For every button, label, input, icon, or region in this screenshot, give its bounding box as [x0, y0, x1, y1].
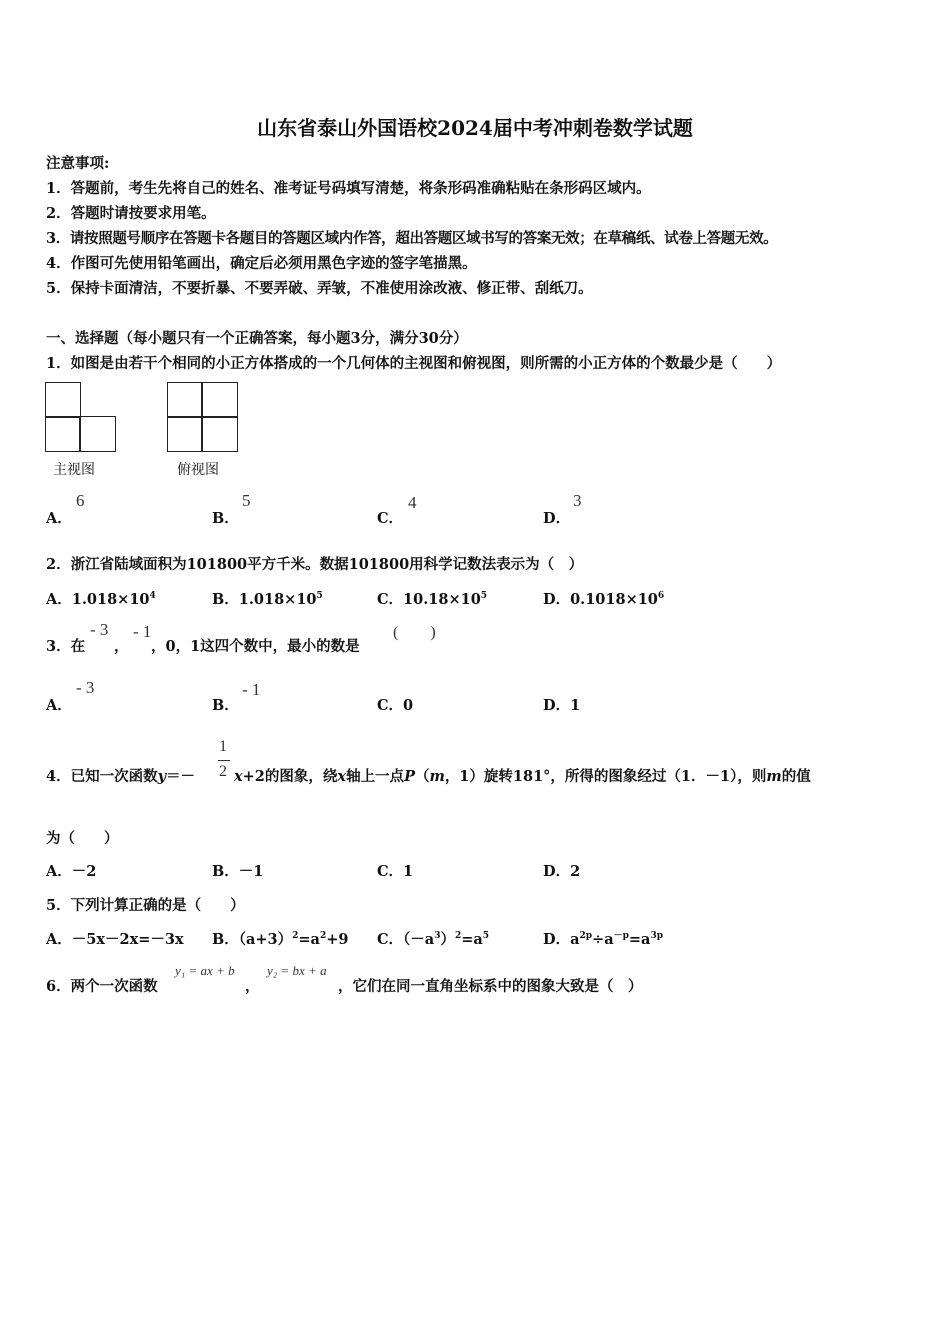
- grid-cell: [167, 382, 203, 418]
- note-item: 2．答题时请按要求用笔。: [46, 205, 216, 222]
- option-a-label: A．: [46, 510, 72, 527]
- option-a: A．－5x－2x=－3x: [46, 931, 184, 948]
- grid-cell: [201, 382, 238, 418]
- option-b-value: - 1: [242, 680, 261, 699]
- note-item: 5．保持卡面清洁，不要折暴、不要弄破、弄皱，不准使用涂改液、修正带、刮纸刀。: [46, 280, 593, 297]
- option-c-value: 4: [408, 493, 417, 512]
- question-3-prefix: 3．在: [46, 638, 86, 655]
- notes-heading: 注意事项:: [46, 155, 110, 172]
- option-a: A．－2: [46, 863, 97, 880]
- section-heading: 一、选择题（每小题只有一个正确答案，每小题3分，满分30分）: [46, 330, 468, 347]
- comma: ，: [245, 978, 260, 995]
- fraction-numerator: 1: [219, 738, 227, 755]
- option-d: D．$0.1018\times 10^6$: [543, 591, 665, 608]
- top-view-label: 俯视图: [177, 462, 219, 478]
- option-c: C．$10.18\times 10^5$: [377, 591, 488, 608]
- question-4-line1-rest: x+2的图象，绕x轴上一点P（m，1）旋转181°，所得的图象经过（1．－1），则m的值: [234, 768, 811, 785]
- grid-cell: [201, 416, 238, 452]
- number-neg-1: - 1: [133, 622, 152, 641]
- answer-paren: ( ): [393, 624, 436, 641]
- option-c: C．0: [377, 697, 414, 714]
- question-1-text: 1．如图是由若干个相同的小正方体搭成的一个几何体的主视图和俯视图，则所需的小正方体的个数最少是（ ）: [46, 355, 782, 372]
- question-6-rest: ，它们在同一直角坐标系中的图象大致是（ ）: [338, 978, 643, 995]
- question-3-rest: ，0，1这四个数中，最小的数是: [151, 638, 360, 655]
- option-d-label: D．: [543, 510, 571, 527]
- question-4-line2: 为（ ）: [46, 830, 119, 847]
- note-item: 3．请按照题号顺序在答题卡各题目的答题区域内作答，超出答题区域书写的答案无效；在草稿纸、试卷上答题无效。: [46, 230, 778, 247]
- option-d-value: 3: [573, 491, 582, 510]
- grid-cell: [45, 416, 81, 452]
- note-item: 4．作图可先使用铅笔画出，确定后必须用黑色字迹的签字笔描黑。: [46, 255, 477, 272]
- option-b: B．$1.018\times 10^5$: [212, 591, 323, 608]
- note-item: 1．答题前，考生先将自己的姓名、准考证号码填写清楚，将条形码准确粘贴在条形码区域内。: [46, 180, 651, 197]
- option-a-label: A．: [46, 697, 72, 714]
- option-a: A．$1.018\times 10^4$: [46, 591, 156, 608]
- option-b-value: 5: [242, 491, 251, 510]
- question-4-line1: 4．已知一次函数y＝－: [46, 768, 196, 785]
- grid-cell: [79, 416, 116, 452]
- option-d: D．1: [543, 697, 581, 714]
- option-c: C．$(-a^3)^2=a^5$: [377, 931, 490, 948]
- function-y1: y₁ = ax + b: [175, 963, 235, 978]
- option-a-value: - 3: [76, 678, 95, 697]
- question-2-text: 2．浙江省陆域面积为101800平方千米。数据101800用科学记数法表示为（ ）: [46, 556, 584, 573]
- option-b-label: B．: [212, 510, 239, 527]
- option-c-label: C．: [377, 510, 404, 527]
- comma: ，: [114, 638, 129, 655]
- option-c: C．1: [377, 863, 414, 880]
- grid-cell: [167, 416, 203, 452]
- option-b: B．$(a+3)^2=a^2+9$: [212, 931, 349, 948]
- fraction-bar: [218, 760, 230, 761]
- option-b: B．－1: [212, 863, 264, 880]
- front-view-label: 主视图: [53, 462, 95, 478]
- fraction-denominator: 2: [219, 763, 227, 780]
- option-d: D．2: [543, 863, 581, 880]
- option-d: D．$a^{2p}\div a^{-p}=a^{3p}$: [543, 931, 663, 948]
- function-y2: y₂ = bx + a: [267, 963, 327, 978]
- question-6-prefix: 6．两个一次函数: [46, 978, 158, 995]
- exam-title: 山东省泰山外国语校2024届中考冲刺卷数学试题: [257, 116, 693, 140]
- option-b-label: B．: [212, 697, 239, 714]
- option-a-value: 6: [76, 491, 85, 510]
- grid-cell: [45, 382, 81, 418]
- question-5-text: 5．下列计算正确的是（ ）: [46, 897, 245, 914]
- number-neg-3: - 3: [90, 620, 109, 639]
